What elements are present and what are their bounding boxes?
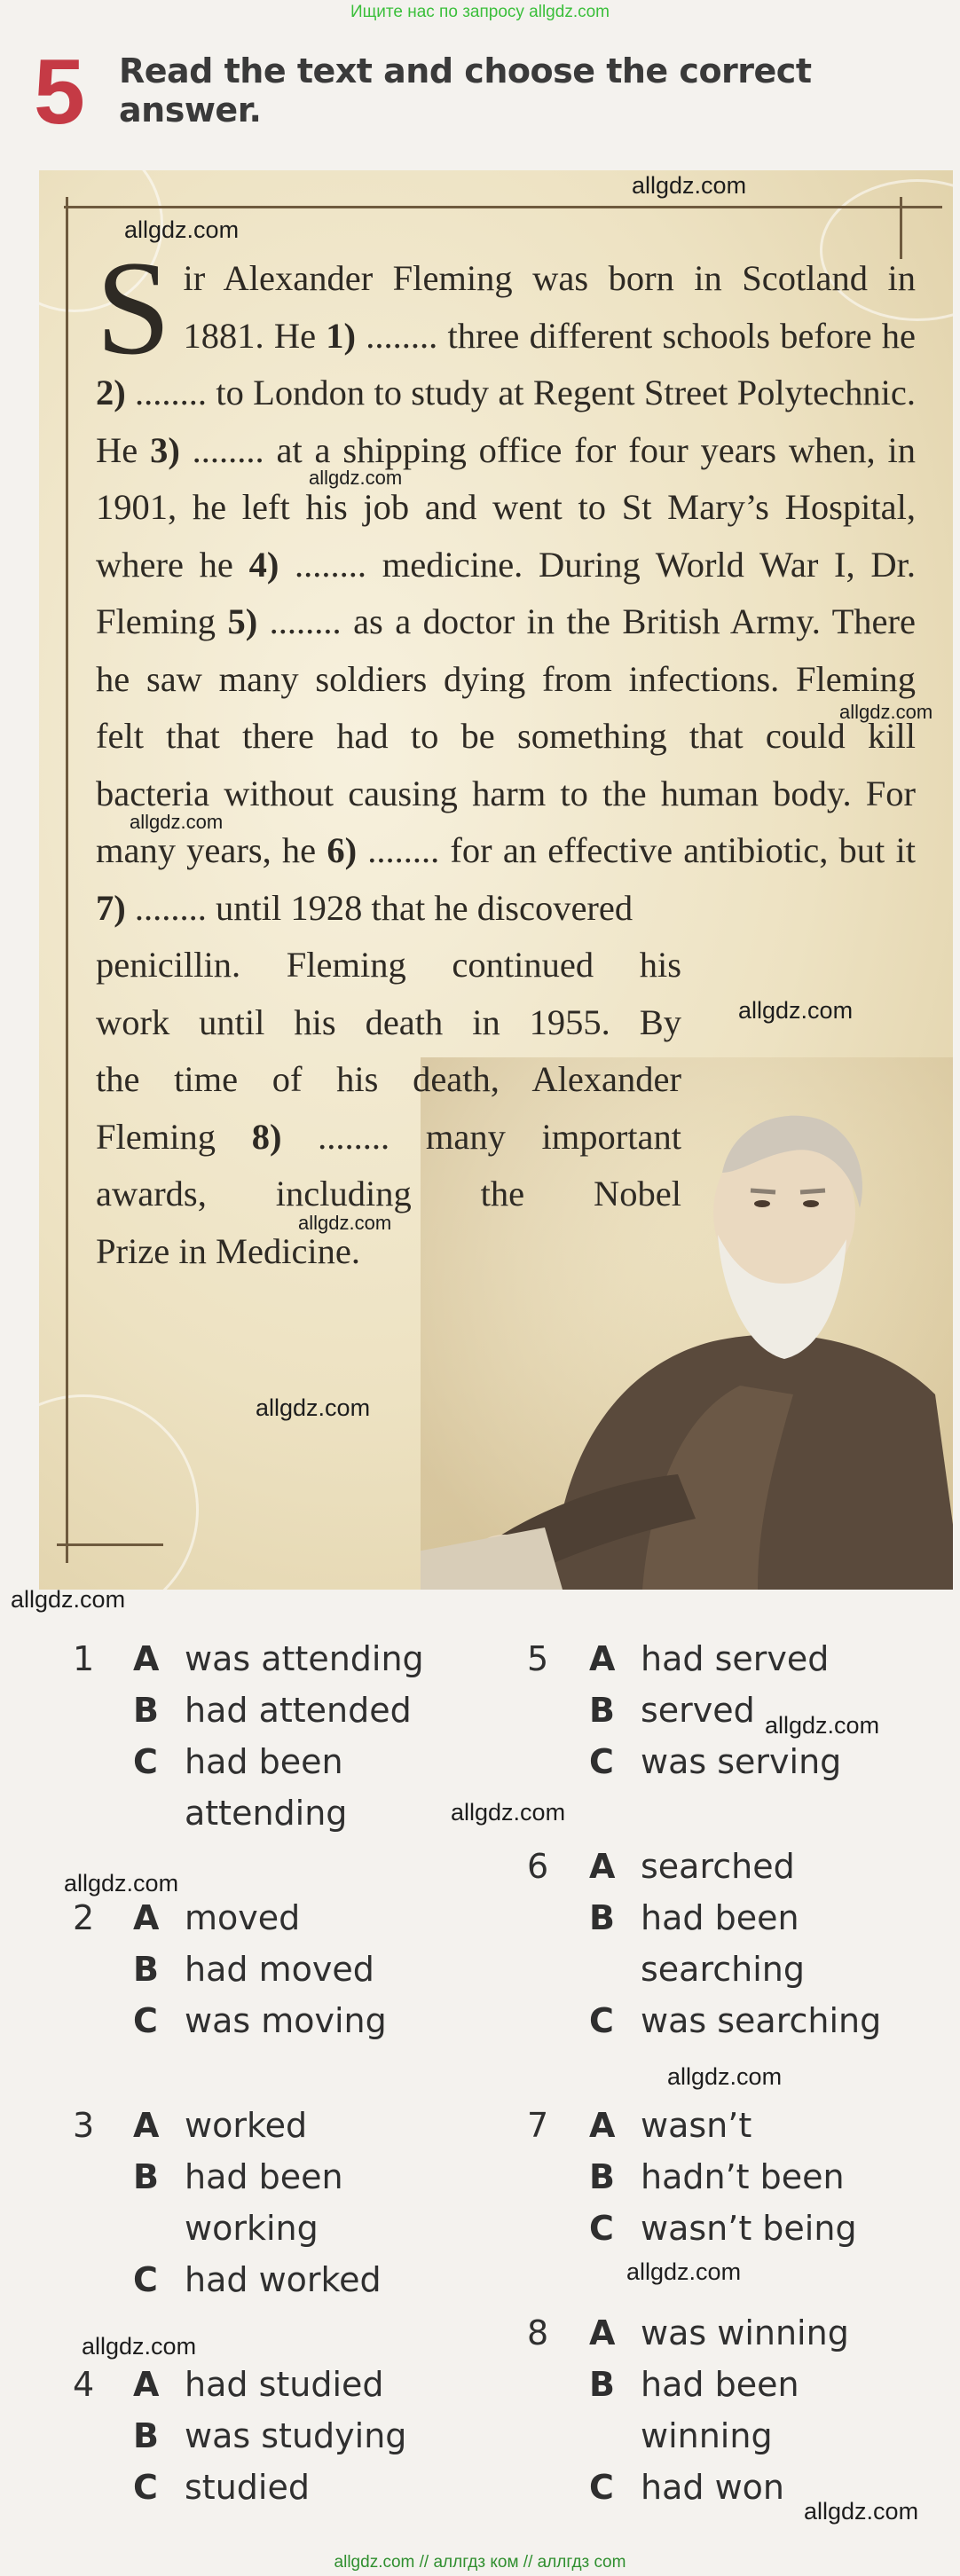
question-number: 4 [73,2365,95,2404]
watermark: allgdz.com [738,997,854,1024]
option-6a[interactable] [589,1847,795,1886]
task-title: Read the text and choose the correct answer. [119,51,812,130]
option-1b[interactable] [133,1691,412,1730]
gap-number: 7) [96,887,126,928]
option-letter: B [133,2416,159,2455]
option-text-continued: winning [641,2416,773,2455]
question-number: 7 [527,2106,549,2145]
gap-number: 2) [96,373,126,412]
option-letter: A [589,2313,616,2352]
option-2b[interactable] [133,1950,374,1989]
text-run: ........ for an effective antibiotic, but it [357,830,916,870]
option-5b[interactable] [589,1691,755,1730]
option-text: was moving [185,2001,387,2040]
gap-number: 1) [326,315,357,356]
top-banner[interactable]: Ищите нас по запросу allgdz.com [350,3,610,21]
option-text: had been [641,1898,799,1937]
option-text: wasn’t being [641,2209,857,2248]
question-number: 5 [527,1639,549,1678]
option-4a[interactable] [133,2365,384,2404]
option-letter: C [133,2468,158,2507]
text-run: ........ many important [281,1116,681,1157]
gap-number: 6) [327,830,358,870]
text-line [96,1109,681,1166]
option-8b[interactable] [589,2365,799,2404]
option-letter: A [133,1898,160,1937]
decor-swirl [39,1394,199,1590]
reading-panel [39,170,953,1590]
question-number: 2 [73,1898,95,1937]
option-text: moved [185,1898,301,1937]
option-letter: B [133,2157,159,2196]
drop-cap: S [96,233,171,382]
option-8c[interactable] [589,2468,784,2507]
watermark: allgdz.com [298,1212,392,1234]
option-text: searched [641,1847,795,1886]
watermark: allgdz.com [309,467,403,489]
text-run: ........ medicine. During World War I, Dr. Fleming [96,544,916,641]
text-line: awards, including the Nobel [96,1174,681,1213]
text-line: work until his death in 1955. By [96,1001,681,1042]
option-5a[interactable] [589,1639,829,1678]
watermark: allgdz.com [82,2333,197,2360]
option-text: had studied [185,2365,384,2404]
text-run: ........ as a doctor in the British Army. There he saw many soldiers dying from infections. Fleming felt that there had to be something that could kill bacteria without causing harm to the human body. For many years, he [96,601,916,870]
watermark: allgdz.com [451,1799,566,1826]
watermark: allgdz.com [667,2063,783,2090]
option-text: had worked [185,2260,382,2299]
option-6c[interactable] [589,2001,881,2040]
option-letter: B [133,1950,159,1989]
option-letter: B [589,1691,615,1730]
option-text: was searching [641,2001,882,2040]
text-run: ........ to London to study at Regent Street Polytechnic. He [96,373,916,470]
frame-line [57,1543,163,1546]
option-text: had moved [185,1950,374,1989]
option-letter: A [133,1639,160,1678]
option-text: served [641,1691,755,1730]
option-text: was winning [641,2313,849,2352]
option-text: had won [641,2468,784,2507]
text-run: Fleming [96,1116,252,1157]
task-number: 5 [34,41,85,144]
footer-links[interactable]: allgdz.com // аллгдз ком // аллгдз com [334,2553,626,2572]
text-line: penicillin. Fleming continued his [96,945,681,985]
gap-number: 8) [251,1116,282,1157]
option-letter: C [589,2468,614,2507]
option-text: wasn’t [641,2106,752,2145]
watermark: allgdz.com [124,216,240,243]
option-text-continued: working [185,2209,319,2248]
option-4c[interactable] [133,2468,310,2507]
option-8a[interactable] [589,2313,849,2352]
option-3c[interactable] [133,2260,382,2299]
option-letter: B [589,2365,615,2404]
gap-number: 4) [248,544,279,585]
option-letter: B [133,1691,159,1730]
option-text: worked [185,2106,308,2145]
option-text: was attending [185,1639,424,1678]
option-3a[interactable] [133,2106,307,2145]
watermark: allgdz.com [130,811,224,833]
gap-number: 3) [150,429,180,470]
option-5c[interactable] [589,1742,841,1781]
option-letter: A [589,2106,616,2145]
watermark: allgdz.com [632,172,747,199]
option-7a[interactable] [589,2106,751,2145]
option-1a[interactable] [133,1639,424,1678]
text-run: ir Alexander Fleming was born in Scotland in 1881. He [183,258,916,356]
question-number: 8 [527,2313,549,2352]
watermark: allgdz.com [256,1394,371,1421]
watermark: allgdz.com [11,1586,126,1613]
option-text: studied [185,2468,310,2507]
option-letter: C [589,2001,614,2040]
option-text: was serving [641,1742,842,1781]
option-letter: B [589,1898,615,1937]
option-letter: A [589,1847,616,1886]
reading-text [96,233,916,1280]
option-1c[interactable] [133,1742,343,1781]
option-text: had attended [185,1691,412,1730]
option-2c[interactable] [133,2001,387,2040]
option-text: had served [641,1639,830,1678]
question-number: 3 [73,2106,95,2145]
option-letter: B [589,2157,615,2196]
option-4b[interactable] [133,2416,406,2455]
option-text: had been [641,2365,799,2404]
gap-number: 5) [227,601,258,641]
option-text: hadn’t been [641,2157,845,2196]
text-run: ........ three different schools before he [356,315,916,356]
option-letter: A [133,2365,160,2404]
question-number: 6 [527,1847,549,1886]
option-text: had been [185,1742,343,1781]
text-run: ........ at a shipping office for four years when, in 1901, he left his job and went to St Mary’s Hospital, where he [96,429,916,585]
option-letter: C [589,2209,614,2248]
option-text: was studying [185,2416,407,2455]
watermark: allgdz.com [804,2498,919,2525]
option-letter: A [133,2106,160,2145]
frame-line [66,197,68,1563]
watermark: allgdz.com [839,701,933,723]
option-2a[interactable] [133,1898,300,1937]
option-7c[interactable] [589,2209,857,2248]
text-line: Prize in Medicine. [96,1230,361,1271]
watermark: allgdz.com [765,1712,880,1739]
text-line: the time of his death, Alexander [96,1059,681,1099]
option-letter: C [133,2260,158,2299]
frame-line [64,206,942,208]
option-letter: A [589,1639,616,1678]
option-text-continued: attending [185,1794,348,1833]
option-letter: C [133,1742,158,1781]
watermark: allgdz.com [626,2258,742,2285]
watermark: allgdz.com [64,1870,179,1897]
option-letter: C [589,1742,614,1781]
option-3b[interactable] [133,2157,343,2196]
text-run: ........ until 1928 that he discovered [125,887,633,928]
option-7b[interactable] [589,2157,845,2196]
option-text: had been [185,2157,343,2196]
option-text-continued: searching [641,1950,805,1989]
option-letter: C [133,2001,158,2040]
question-number: 1 [73,1639,95,1678]
option-6b[interactable] [589,1898,799,1937]
